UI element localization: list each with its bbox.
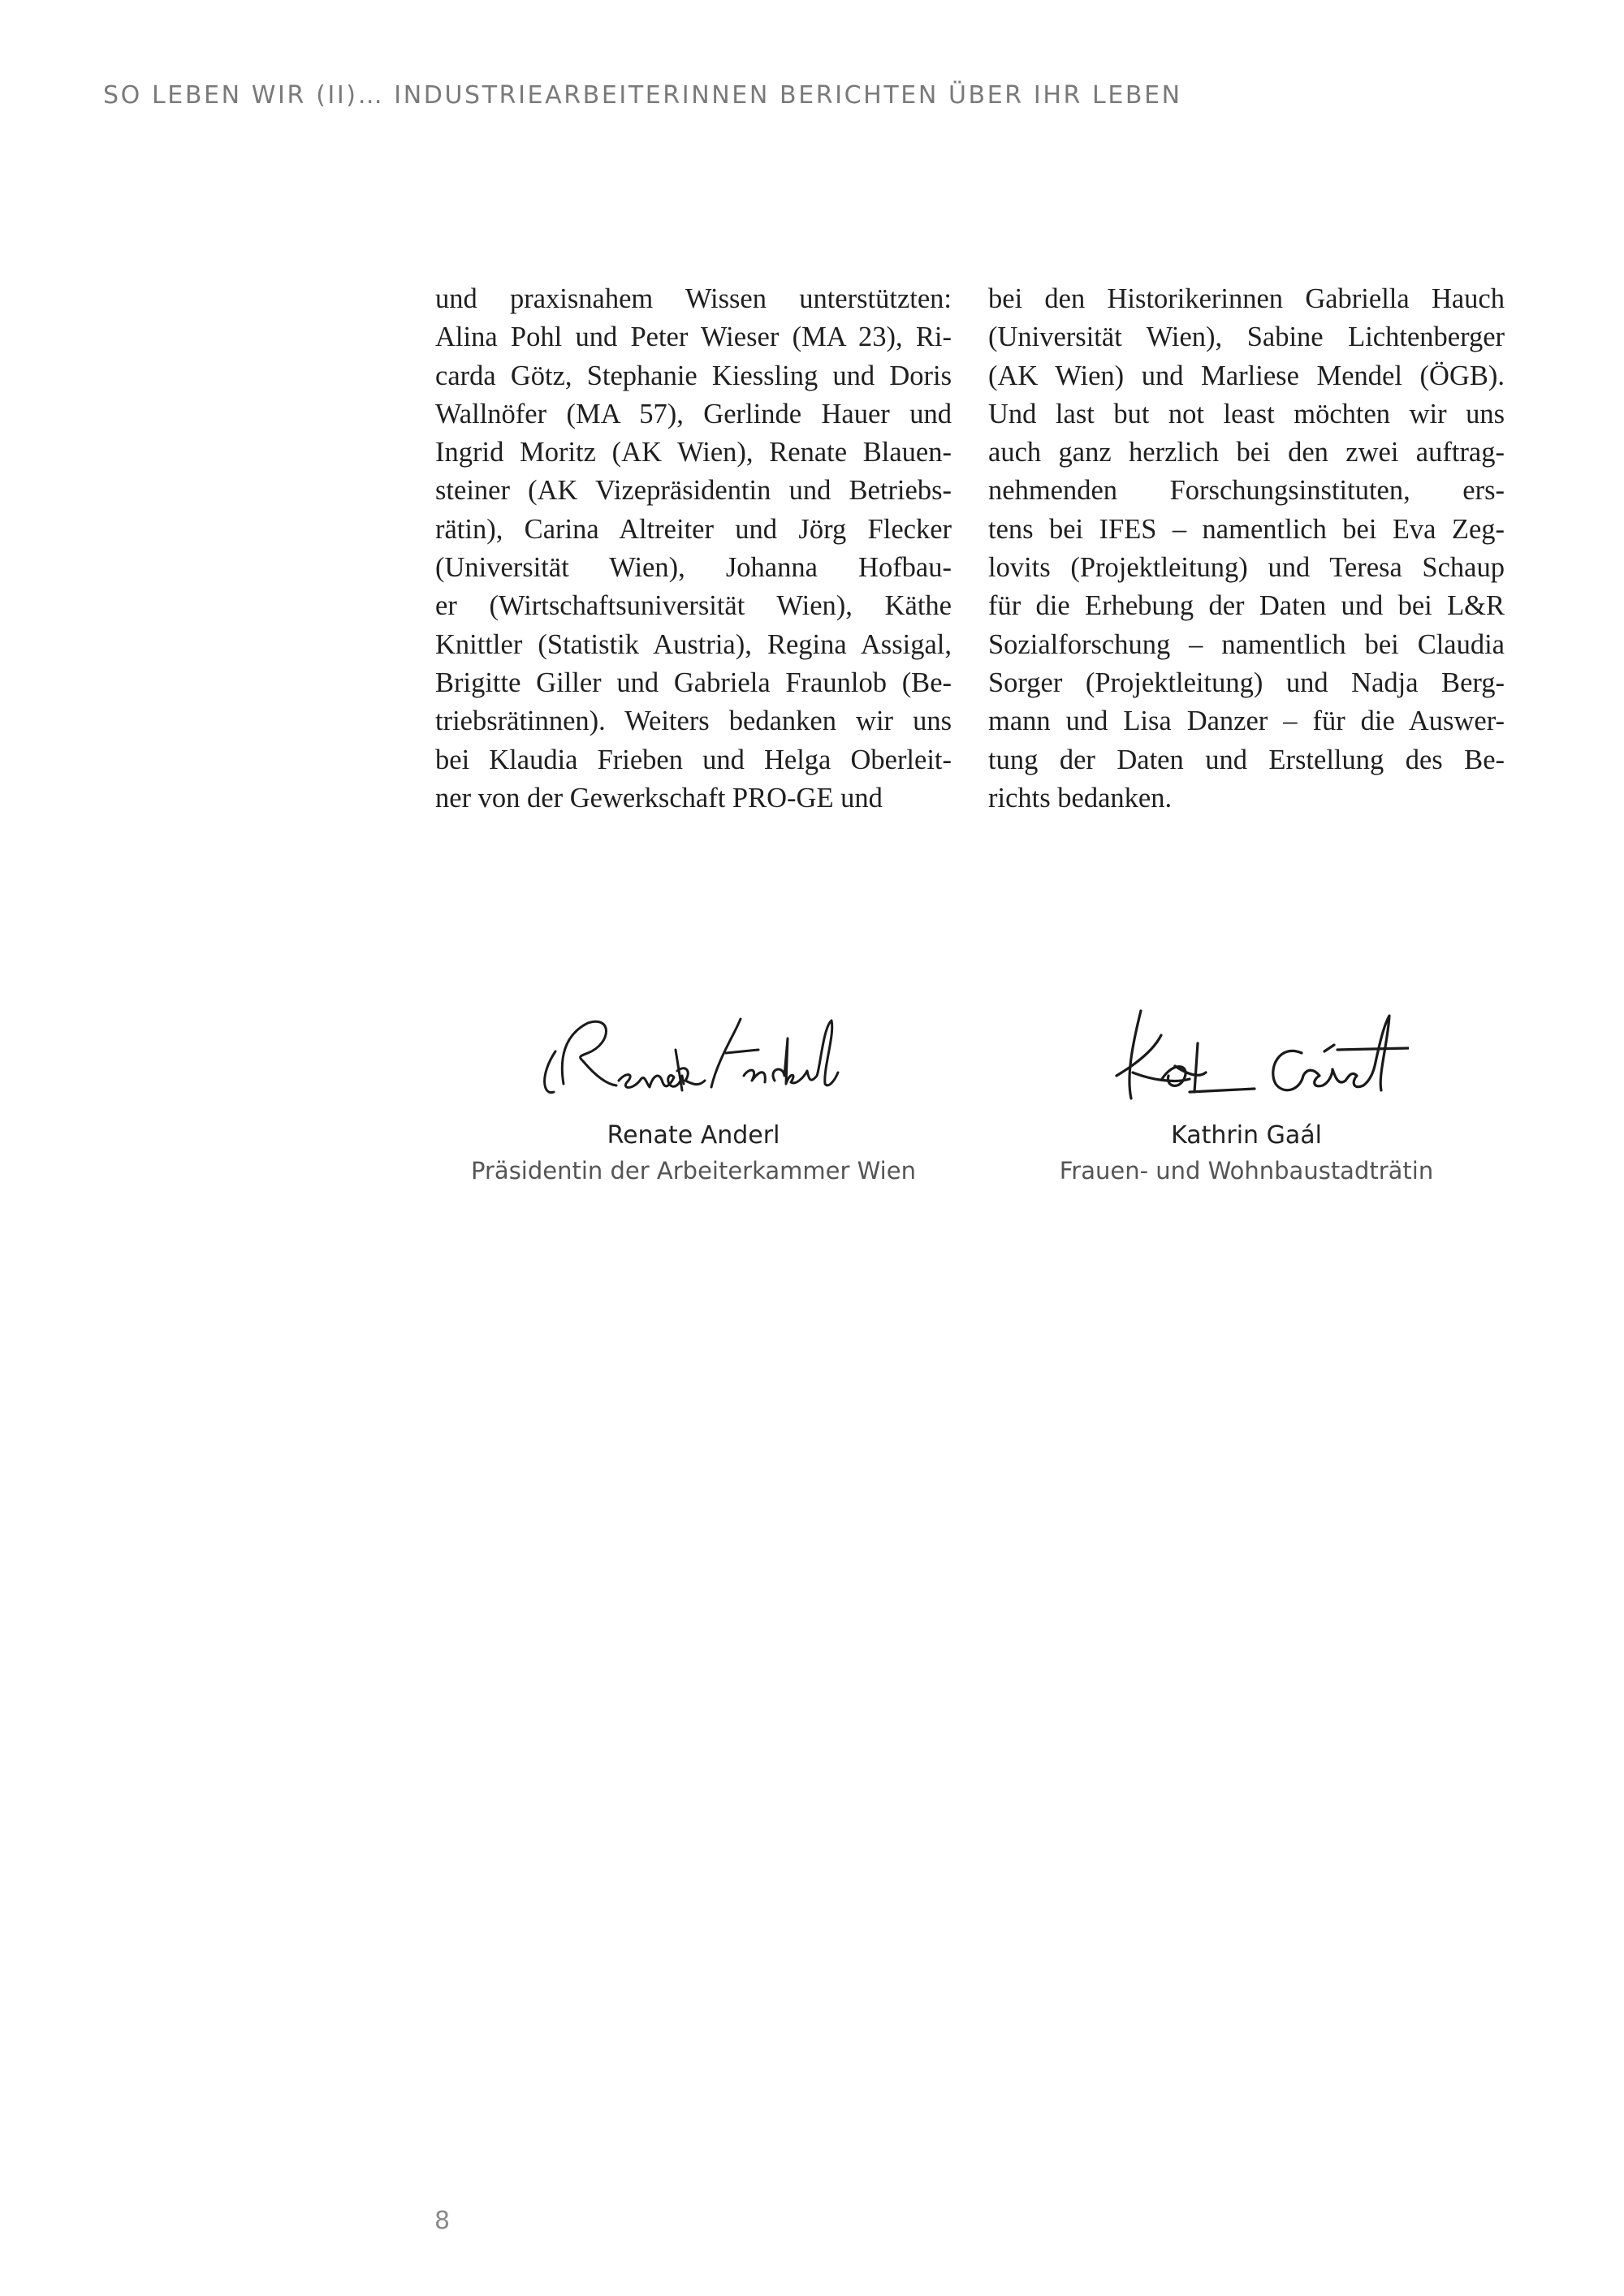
signature-block-anderl (434, 1003, 953, 1189)
body-text-line: (Universität Wien), Sabine Lichtenberger (988, 322, 1505, 353)
body-text-line: bei Klaudia Frieben und Helga Oberleit- (435, 744, 952, 775)
body-text-line: rätin), Carina Altreiter und Jörg Flecker (435, 513, 952, 545)
body-column-left (435, 280, 952, 818)
signature-block-gaal (987, 995, 1506, 1189)
signatory-role: Präsidentin der Arbeiterkammer Wien (471, 1157, 916, 1185)
body-text-line: richts bedanken. (988, 782, 1173, 814)
body-text-line: (Universität Wien), Johanna Hofbau- (435, 552, 952, 584)
running-header: SO LEBEN WIR (II)… INDUSTRIEARBEITERINNEN BERICHTEN ÜBER IHR LEBEN (103, 81, 1182, 110)
body-text-line: Sozialforschung – namentlich bei Claudia (988, 628, 1505, 660)
signatory-name: Kathrin Gaál (1171, 1121, 1322, 1150)
body-text-line: Ingrid Moritz (AK Wien), Renate Blauen- (435, 437, 952, 468)
body-text-line: und praxisnahem Wissen unterstützten: (435, 283, 952, 314)
body-text-line: nehmenden Forschungsinstituten, ers- (988, 475, 1505, 507)
signature-image-gaal (1084, 995, 1409, 1108)
body-text-line: Brigitte Giller und Gabriela Fraunlob (Be- (435, 667, 952, 698)
body-text-line: auch ganz herzlich bei den zwei auftrag- (988, 437, 1505, 468)
body-text-line: steiner (AK Vizepräsidentin und Betriebs- (435, 475, 952, 507)
body-text-line: für die Erhebung der Daten und bei L&R (988, 590, 1505, 622)
body-text-line: mann und Lisa Danzer – für die Auswer- (988, 706, 1505, 737)
body-text-line: Sorger (Projektleitung) und Nadja Berg- (988, 667, 1505, 698)
body-text-line: tens bei IFES – namentlich bei Eva Zeg- (988, 513, 1505, 545)
signatory-name: Renate Anderl (607, 1121, 780, 1150)
body-text-line: (AK Wien) und Marliese Mendel (ÖGB). (988, 360, 1505, 391)
body-text-line: ner von der Gewerkschaft PRO-GE und (435, 782, 883, 814)
body-text-line: bei den Historikerinnen Gabriella Hauch (988, 283, 1505, 314)
page-number: 8 (434, 2207, 451, 2235)
body-text-line: lovits (Projektleitung) und Teresa Schaup (988, 552, 1505, 584)
body-text-line: Knittler (Statistik Austria), Regina Assigal, (435, 628, 952, 660)
signature-image-anderl (531, 1003, 856, 1108)
body-text-line: tung der Daten und Erstellung des Be- (988, 744, 1505, 775)
body-text-line: carda Götz, Stephanie Kiessling und Doris (435, 360, 952, 391)
signatory-role: Frauen- und Wohnbaustadträtin (1059, 1157, 1434, 1185)
body-text-line: triebsrätinnen). Weiters bedanken wir uns (435, 706, 952, 737)
body-column-right (988, 280, 1505, 818)
body-text-line: Und last but not least möchten wir uns (988, 398, 1505, 429)
body-text-line: Wallnöfer (MA 57), Gerlinde Hauer und (435, 398, 952, 429)
body-text-line: Alina Pohl und Peter Wieser (MA 23), Ri- (435, 322, 952, 353)
body-text-line: er (Wirtschaftsuniversität Wien), Käthe (435, 590, 952, 622)
